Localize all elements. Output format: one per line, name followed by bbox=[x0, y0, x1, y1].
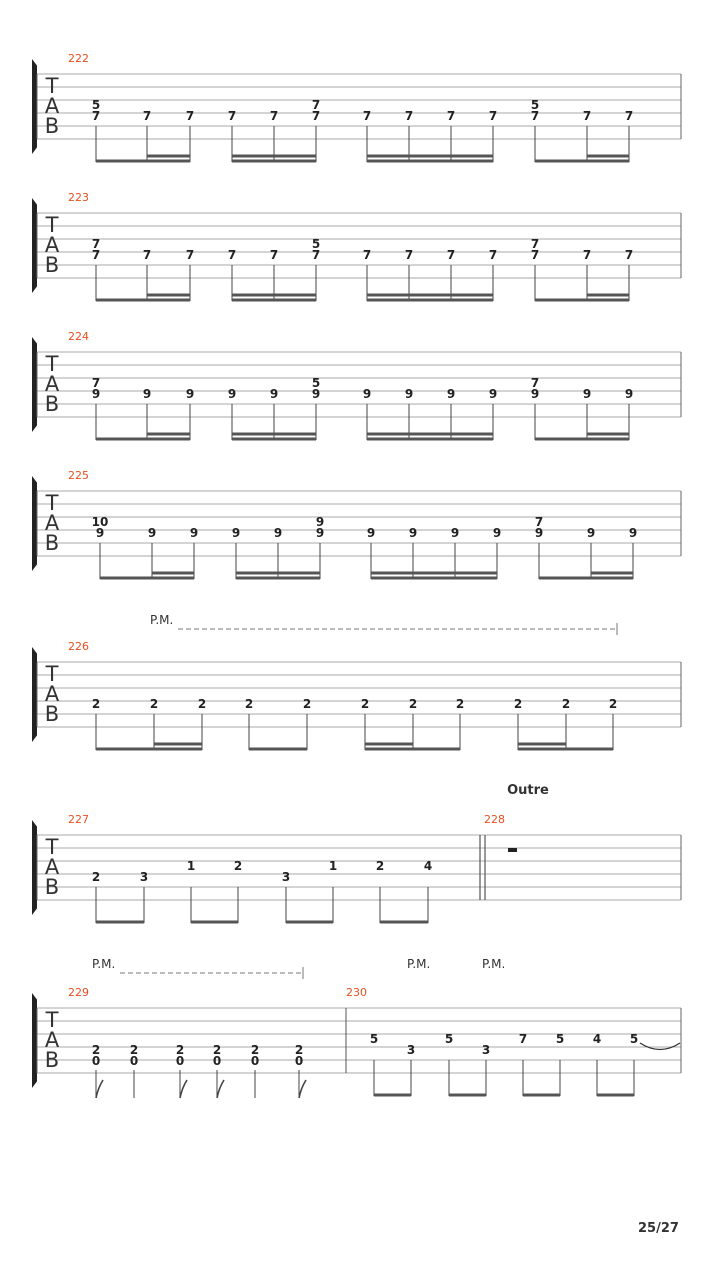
fret-number: 9 bbox=[227, 387, 237, 401]
beam bbox=[236, 577, 320, 580]
secondary-beam bbox=[147, 294, 190, 297]
fret-number: 3 bbox=[481, 1043, 491, 1057]
tab-clef-letter: B bbox=[44, 531, 60, 555]
tab-clef-letter: A bbox=[44, 855, 60, 879]
fret-number: 2 bbox=[91, 1043, 101, 1057]
fret-number: 9 bbox=[586, 526, 596, 540]
fret-number: 2 bbox=[455, 697, 465, 711]
fret-number: 9 bbox=[147, 526, 157, 540]
beam bbox=[365, 748, 460, 751]
tab-clef-letter: A bbox=[44, 1028, 60, 1052]
measure-number: 226 bbox=[68, 640, 89, 653]
fret-number: 7 bbox=[311, 109, 321, 123]
measure-number: 223 bbox=[68, 191, 89, 204]
fret-number: 7 bbox=[227, 248, 237, 262]
secondary-beam bbox=[367, 155, 493, 158]
tab-clef-letter: A bbox=[44, 94, 60, 118]
fret-number: 2 bbox=[513, 697, 523, 711]
beam bbox=[232, 438, 316, 441]
fret-number: 0 bbox=[250, 1054, 260, 1068]
system-bracket bbox=[33, 479, 36, 568]
fret-number: 5 bbox=[369, 1032, 379, 1046]
fret-number: 9 bbox=[231, 526, 241, 540]
fret-number: 9 bbox=[315, 526, 325, 540]
fret-number: 5 bbox=[530, 98, 540, 112]
tab-clef-letter: A bbox=[44, 372, 60, 396]
fret-number: 2 bbox=[233, 859, 243, 873]
fret-number: 7 bbox=[269, 248, 279, 262]
page-number: 25/27 bbox=[638, 1221, 679, 1236]
fret-number: 7 bbox=[91, 237, 101, 251]
palm-mute-label: P.M. bbox=[407, 957, 431, 971]
tab-clef-letter: B bbox=[44, 702, 60, 726]
fret-number: 9 bbox=[185, 387, 195, 401]
fret-number: 7 bbox=[311, 248, 321, 262]
fret-number: 5 bbox=[629, 1032, 639, 1046]
fret-number: 7 bbox=[185, 248, 195, 262]
fret-number: 5 bbox=[311, 237, 321, 251]
tab-clef-letter: A bbox=[44, 511, 60, 535]
fret-number: 7 bbox=[488, 248, 498, 262]
fret-number: 7 bbox=[446, 109, 456, 123]
beam bbox=[449, 1094, 486, 1097]
note-flag bbox=[299, 1080, 306, 1098]
secondary-beam bbox=[232, 155, 316, 158]
palm-mute-label: P.M. bbox=[150, 613, 174, 627]
beam bbox=[232, 160, 316, 163]
fret-number: 7 bbox=[227, 109, 237, 123]
fret-number: 2 bbox=[175, 1043, 185, 1057]
tab-clef-letter: T bbox=[45, 352, 59, 376]
tab-clef-letter: B bbox=[44, 875, 60, 899]
fret-number: 1 bbox=[186, 859, 196, 873]
measure-number: 222 bbox=[68, 52, 89, 65]
fret-number: 9 bbox=[488, 387, 498, 401]
fret-number: 2 bbox=[91, 870, 101, 884]
secondary-beam bbox=[587, 294, 629, 297]
fret-number: 9 bbox=[366, 526, 376, 540]
fret-number: 7 bbox=[446, 248, 456, 262]
fret-number: 7 bbox=[582, 248, 592, 262]
fret-number: 3 bbox=[139, 870, 149, 884]
note-flag bbox=[217, 1080, 224, 1098]
measure-number: 227 bbox=[68, 813, 89, 826]
fret-number: 2 bbox=[129, 1043, 139, 1057]
measure-number: 224 bbox=[68, 330, 89, 343]
fret-number: 9 bbox=[530, 387, 540, 401]
beam bbox=[96, 921, 144, 924]
beam bbox=[367, 160, 493, 163]
fret-number: 9 bbox=[315, 515, 325, 529]
note-flag bbox=[96, 1080, 103, 1098]
tab-clef-letter: B bbox=[44, 114, 60, 138]
measure-number: 225 bbox=[68, 469, 89, 482]
secondary-beam bbox=[154, 743, 202, 746]
fret-number: 7 bbox=[404, 109, 414, 123]
beam bbox=[597, 1094, 634, 1097]
fret-number: 2 bbox=[375, 859, 385, 873]
fret-number: 7 bbox=[624, 109, 634, 123]
tab-clef-letter: T bbox=[45, 1008, 59, 1032]
fret-number: 3 bbox=[406, 1043, 416, 1057]
fret-number: 7 bbox=[404, 248, 414, 262]
fret-number: 9 bbox=[624, 387, 634, 401]
beam bbox=[535, 299, 629, 302]
tab-clef-letter: B bbox=[44, 1048, 60, 1072]
fret-number: 9 bbox=[273, 526, 283, 540]
beam bbox=[535, 160, 629, 163]
fret-number: 2 bbox=[561, 697, 571, 711]
fret-number: 9 bbox=[311, 387, 321, 401]
fret-number: 7 bbox=[582, 109, 592, 123]
fret-number: 2 bbox=[608, 697, 618, 711]
beam bbox=[539, 577, 633, 580]
system-bracket bbox=[33, 340, 36, 429]
secondary-beam bbox=[147, 155, 190, 158]
fret-number: 0 bbox=[294, 1054, 304, 1068]
fret-number: 5 bbox=[555, 1032, 565, 1046]
beam bbox=[523, 1094, 560, 1097]
fret-number: 2 bbox=[149, 697, 159, 711]
fret-number: 2 bbox=[294, 1043, 304, 1057]
secondary-beam bbox=[367, 433, 493, 436]
fret-number: 9 bbox=[91, 387, 101, 401]
fret-number: 5 bbox=[311, 376, 321, 390]
tab-clef-letter: A bbox=[44, 682, 60, 706]
beam bbox=[286, 921, 333, 924]
secondary-beam bbox=[232, 433, 316, 436]
fret-number: 7 bbox=[530, 109, 540, 123]
fret-number: 9 bbox=[95, 526, 105, 540]
fret-number: 2 bbox=[408, 697, 418, 711]
secondary-beam bbox=[587, 155, 629, 158]
fret-number: 2 bbox=[91, 697, 101, 711]
fret-number: 2 bbox=[212, 1043, 222, 1057]
fret-number: 7 bbox=[488, 109, 498, 123]
tab-clef-letter: B bbox=[44, 253, 60, 277]
beam bbox=[232, 299, 316, 302]
fret-number: 9 bbox=[582, 387, 592, 401]
tab-clef-letter: A bbox=[44, 233, 60, 257]
fret-number: 7 bbox=[530, 237, 540, 251]
fret-number: 2 bbox=[302, 697, 312, 711]
secondary-beam bbox=[236, 572, 320, 575]
tab-clef-letter: T bbox=[45, 213, 59, 237]
beam bbox=[191, 921, 238, 924]
fret-number: 7 bbox=[362, 109, 372, 123]
beam bbox=[96, 748, 202, 751]
note-flag bbox=[180, 1080, 187, 1098]
fret-number: 7 bbox=[530, 376, 540, 390]
fret-number: 1 bbox=[328, 859, 338, 873]
fret-number: 3 bbox=[281, 870, 291, 884]
fret-number: 7 bbox=[142, 248, 152, 262]
measure-number: 228 bbox=[484, 813, 505, 826]
beam bbox=[367, 438, 493, 441]
fret-number: 7 bbox=[142, 109, 152, 123]
secondary-beam bbox=[232, 294, 316, 297]
secondary-beam bbox=[518, 743, 566, 746]
fret-number: 7 bbox=[91, 376, 101, 390]
beam bbox=[96, 160, 190, 163]
beam bbox=[96, 438, 190, 441]
fret-number: 7 bbox=[624, 248, 634, 262]
fret-number: 7 bbox=[518, 1032, 528, 1046]
fret-number: 0 bbox=[129, 1054, 139, 1068]
system-bracket bbox=[33, 62, 36, 151]
fret-number: 4 bbox=[423, 859, 433, 873]
beam bbox=[371, 577, 497, 580]
secondary-beam bbox=[365, 743, 413, 746]
tab-clef-letter: T bbox=[45, 835, 59, 859]
secondary-beam bbox=[587, 433, 629, 436]
fret-number: 9 bbox=[142, 387, 152, 401]
system-bracket bbox=[33, 996, 36, 1085]
fret-number: 9 bbox=[362, 387, 372, 401]
fret-number: 9 bbox=[404, 387, 414, 401]
measure-number: 229 bbox=[68, 986, 89, 999]
fret-number: 7 bbox=[91, 109, 101, 123]
palm-mute-label: P.M. bbox=[482, 957, 506, 971]
fret-number: 7 bbox=[530, 248, 540, 262]
beam bbox=[518, 748, 613, 751]
tab-clef-letter: T bbox=[45, 74, 59, 98]
fret-number: 2 bbox=[360, 697, 370, 711]
palm-mute-label: P.M. bbox=[92, 957, 116, 971]
system-bracket bbox=[33, 201, 36, 290]
tie-arc bbox=[640, 1043, 680, 1050]
fret-number: 9 bbox=[446, 387, 456, 401]
tab-clef-letter: T bbox=[45, 662, 59, 686]
fret-number: 7 bbox=[185, 109, 195, 123]
secondary-beam bbox=[371, 572, 497, 575]
whole-rest bbox=[508, 848, 517, 852]
secondary-beam bbox=[152, 572, 194, 575]
fret-number: 0 bbox=[212, 1054, 222, 1068]
measure-number: 230 bbox=[346, 986, 367, 999]
fret-number: 2 bbox=[197, 697, 207, 711]
fret-number: 7 bbox=[311, 98, 321, 112]
fret-number: 7 bbox=[91, 248, 101, 262]
tab-clef-letter: B bbox=[44, 392, 60, 416]
fret-number: 0 bbox=[175, 1054, 185, 1068]
beam bbox=[535, 438, 629, 441]
fret-number: 10 bbox=[91, 515, 109, 529]
fret-number: 7 bbox=[534, 515, 544, 529]
fret-number: 9 bbox=[269, 387, 279, 401]
secondary-beam bbox=[147, 433, 190, 436]
section-marker: Outre bbox=[507, 783, 549, 798]
beam bbox=[380, 921, 428, 924]
fret-number: 2 bbox=[244, 697, 254, 711]
system-bracket bbox=[33, 823, 36, 912]
beam bbox=[249, 748, 307, 751]
beam bbox=[367, 299, 493, 302]
fret-number: 9 bbox=[408, 526, 418, 540]
fret-number: 4 bbox=[592, 1032, 602, 1046]
beam bbox=[100, 577, 194, 580]
fret-number: 5 bbox=[444, 1032, 454, 1046]
fret-number: 9 bbox=[450, 526, 460, 540]
fret-number: 9 bbox=[492, 526, 502, 540]
fret-number: 9 bbox=[189, 526, 199, 540]
system-bracket bbox=[33, 650, 36, 739]
fret-number: 7 bbox=[362, 248, 372, 262]
beam bbox=[96, 299, 190, 302]
fret-number: 0 bbox=[91, 1054, 101, 1068]
secondary-beam bbox=[591, 572, 633, 575]
secondary-beam bbox=[367, 294, 493, 297]
tab-clef-letter: T bbox=[45, 491, 59, 515]
fret-number: 7 bbox=[269, 109, 279, 123]
fret-number: 9 bbox=[628, 526, 638, 540]
fret-number: 9 bbox=[534, 526, 544, 540]
beam bbox=[374, 1094, 411, 1097]
fret-number: 2 bbox=[250, 1043, 260, 1057]
fret-number: 5 bbox=[91, 98, 101, 112]
